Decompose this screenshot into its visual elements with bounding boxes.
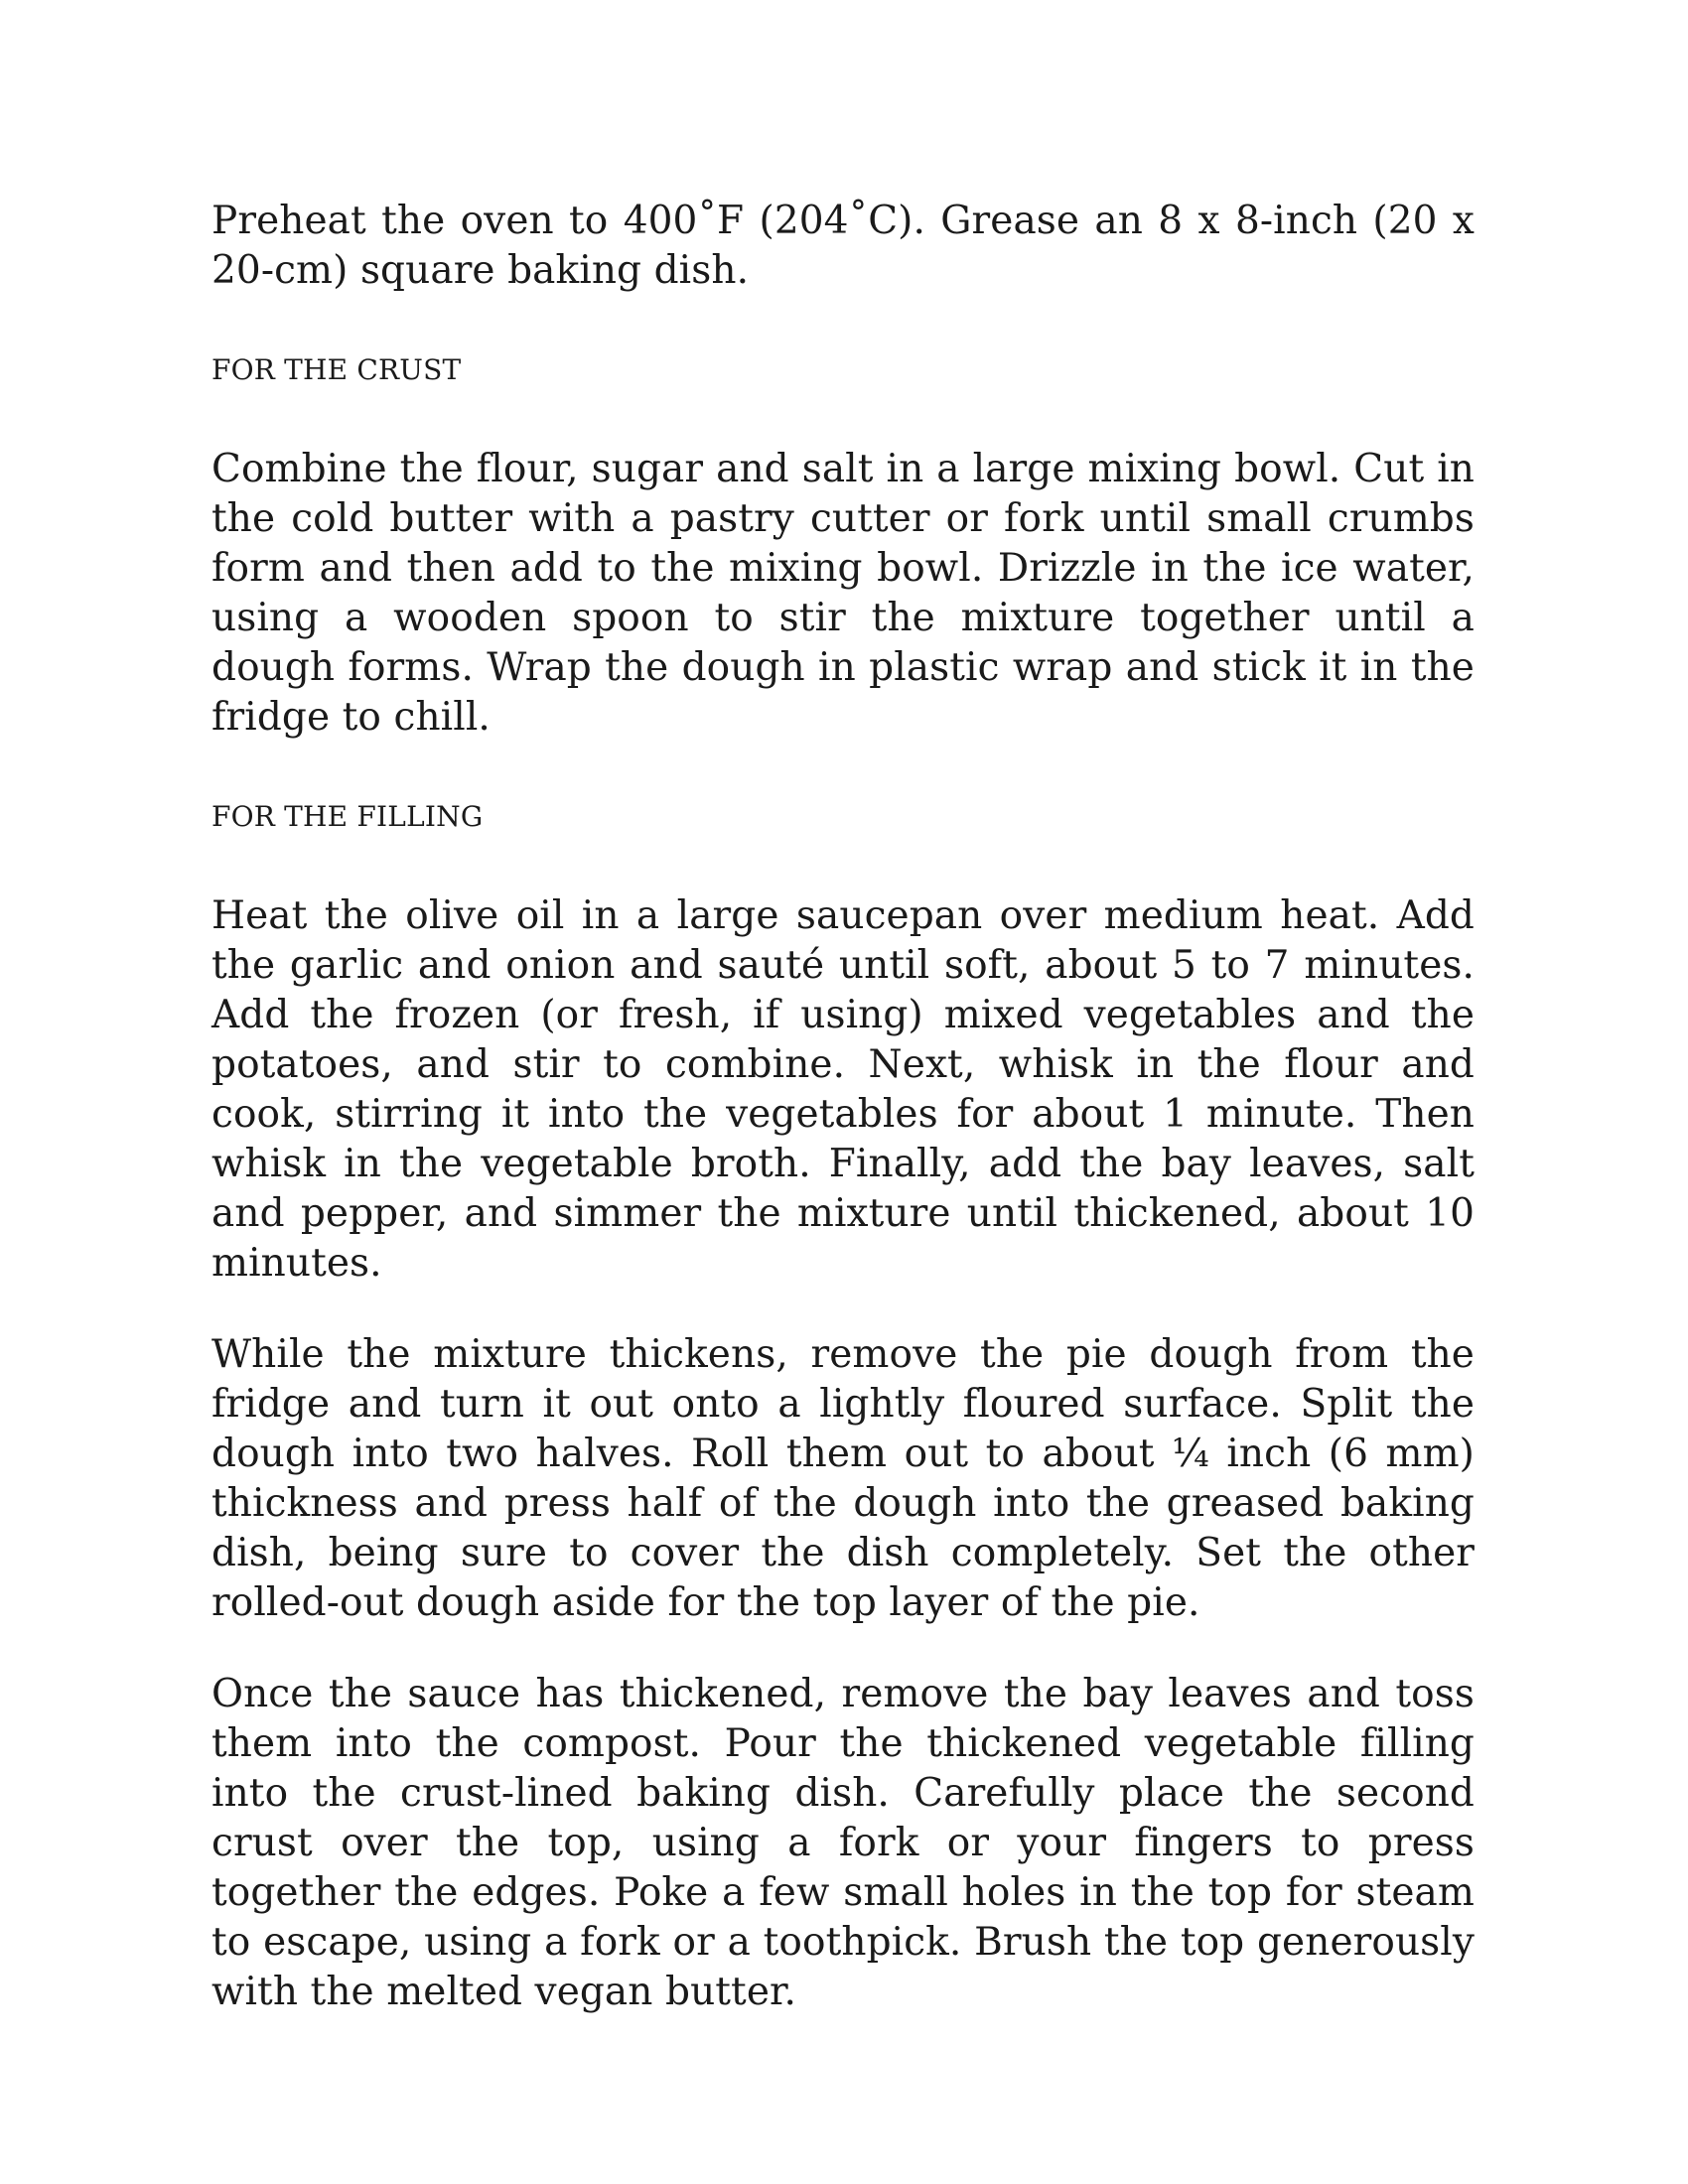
section-heading-filling: FOR THE FILLING bbox=[211, 800, 484, 833]
filling-paragraph-1: Heat the olive oil in a large saucepan over medium heat. Add the garlic and onion and sauté until soft, about 5 to 7 minutes. Add the frozen (or fresh, if using) mixed vegetables and the potatoes, and stir to combine. Next, whisk in the flour and cook, stirring it into the vegetables for about 1 minute. Then whisk in the vegetable broth. Finally, add the bay leaves, salt and pepper, and simmer the mixture until thickened, about 10 minutes. bbox=[211, 893, 1475, 1286]
intro-paragraph: Preheat the oven to 400˚F (204˚C). Grease an 8 x 8-inch (20 x 20-cm) square baking dish. bbox=[211, 199, 1475, 293]
recipe-page bbox=[211, 197, 1475, 2017]
section-heading-crust: FOR THE CRUST bbox=[211, 353, 462, 386]
filling-paragraph-2: While the mixture thickens, remove the pie dough from the fridge and turn it out onto a lightly floured surface. Split the dough into two halves. Roll them out to about ¼ inch (6 mm) thickness and press half of the dough into the greased baking dish, being sure to cover the dish completely. Set the other rolled-out dough aside for the top layer of the pie. bbox=[211, 1332, 1475, 1625]
crust-paragraph: Combine the flour, sugar and salt in a large mixing bowl. Cut in the cold butter with a pastry cutter or fork until small crumbs form and then add to the mixing bowl. Drizzle in the ice water, using a wooden spoon to stir the mixture together until a dough forms. Wrap the dough in plastic wrap and stick it in the fridge to chill. bbox=[211, 447, 1475, 740]
filling-paragraph-3: Once the sauce has thickened, remove the bay leaves and toss them into the compost. Pour the thickened vegetable filling into the crust-lined baking dish. Carefully place the second crust over the top, using a fork or your fingers to press together the edges. Poke a few small holes in the top for steam to escape, using a fork or a toothpick. Brush the top generously with the melted vegan butter. bbox=[211, 1672, 1475, 2014]
